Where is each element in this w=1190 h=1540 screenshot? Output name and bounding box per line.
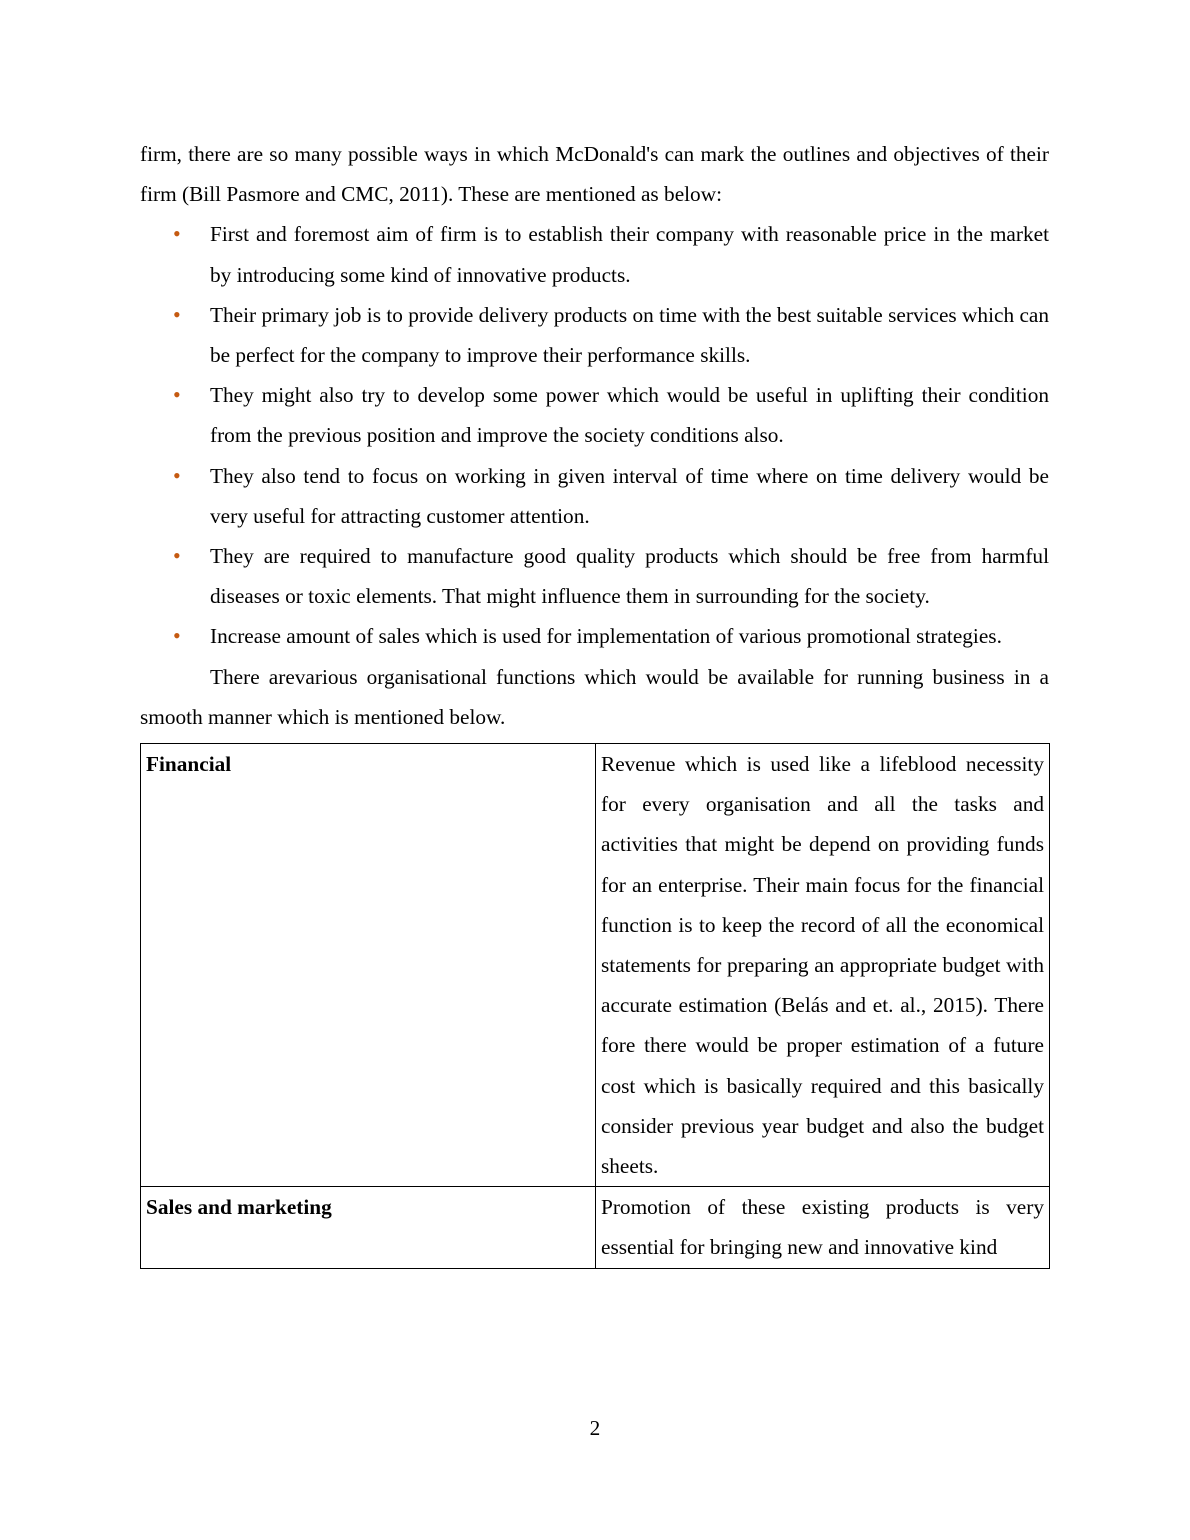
list-item: • Their primary job is to provide delivery products on time with the best suitable services which can be perfect for the company to improve their performance skills. — [140, 295, 1049, 375]
page-number: 2 — [589, 1416, 601, 1440]
list-item: • They might also try to develop some power which would be useful in uplifting their condition from the previous position and improve the society conditions also. — [140, 375, 1049, 455]
bullet-icon: • — [173, 382, 181, 408]
function-description: Promotion of these existing products is very essential for bringing new and innovative kind — [596, 1187, 1050, 1268]
table-row — [141, 744, 1050, 1187]
list-item: • Increase amount of sales which is used for implementation of various promotional strategies. — [140, 616, 1049, 656]
list-item: • They also tend to focus on working in given interval of time where on time delivery would be very useful for attracting customer attention. — [140, 456, 1049, 536]
function-name: Sales and marketing — [141, 1187, 596, 1268]
list-item: • First and foremost aim of firm is to establish their company with reasonable price in the market by introducing some kind of innovative products. — [140, 214, 1049, 294]
function-name: Financial — [141, 744, 596, 1187]
bullet-icon: • — [173, 623, 181, 649]
bullet-icon: • — [173, 462, 181, 488]
list-item: • They are required to manufacture good quality products which should be free from harmful diseases or toxic elements. That might influence them in surrounding for the society. — [140, 536, 1049, 616]
functions-paragraph: There arevarious organisational functions which would be available for running business in a smooth manner which is mentioned below. — [140, 664, 1049, 729]
bullet-icon: • — [173, 543, 181, 569]
bullet-icon: • — [173, 301, 181, 327]
objectives-list — [140, 214, 1049, 656]
function-description: Revenue which is used like a lifeblood necessity for every organisation and all the tasks and activities that might be depend on providing funds for an enterprise. Their main focus for the financial function is to keep the record of all the economical statements for preparing an appropriate budget with accurate estimation (Belás and et. al., 2015). There fore there would be proper estimation of a future cost which is basically required and this basically consider previous year budget and also the budget sheets. — [596, 744, 1050, 1187]
document-body — [140, 134, 1049, 1269]
table-row — [141, 1187, 1050, 1268]
functions-table — [140, 743, 1050, 1269]
bullet-icon: • — [173, 221, 181, 247]
intro-paragraph: firm, there are so many possible ways in which McDonald's can mark the outlines and objectives of their firm (Bill Pasmore and CMC, 2011). These are mentioned as below: — [140, 142, 1049, 207]
